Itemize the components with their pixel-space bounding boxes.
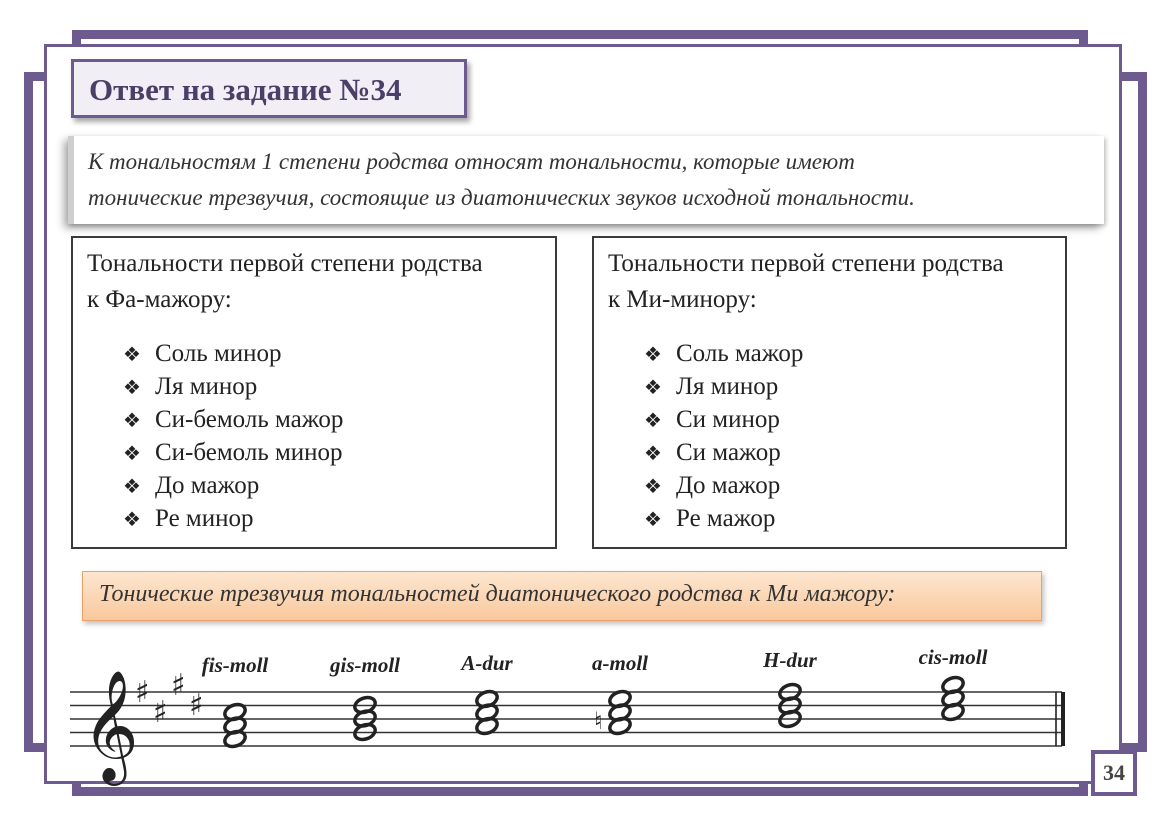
- sharp-icon: ♯: [153, 695, 168, 730]
- diamond-bullet-icon: ❖: [644, 344, 662, 366]
- diamond-bullet-icon: ❖: [123, 509, 141, 531]
- chord-label: cis-moll: [918, 645, 988, 669]
- diamond-bullet-icon: ❖: [644, 410, 662, 432]
- list-item: ❖ До мажор: [644, 470, 1051, 503]
- key-list: [123, 338, 541, 536]
- sharp-icon: ♯: [171, 668, 186, 703]
- chord-label: fis-moll: [201, 653, 269, 677]
- diamond-bullet-icon: ❖: [123, 476, 141, 498]
- chords-banner: [82, 571, 1042, 621]
- box-heading-line-1: Тональности первой степени родства: [608, 250, 1004, 277]
- diamond-bullet-icon: ❖: [123, 344, 141, 366]
- banner-text: Тонические трезвучия тональностей диатонического родства к Ми мажору:: [99, 581, 896, 607]
- diamond-bullet-icon: ❖: [644, 377, 662, 399]
- list-item: ❖ Соль минор: [123, 338, 541, 371]
- chord-label: H-dur: [763, 648, 817, 672]
- page-title: Ответ на задание №34: [71, 59, 467, 118]
- list-item: ❖ Ре мажор: [644, 503, 1051, 536]
- diamond-bullet-icon: ❖: [123, 377, 141, 399]
- box-heading-line-2: к Фа-мажору:: [87, 286, 232, 313]
- diamond-bullet-icon: ❖: [123, 443, 141, 465]
- definition-line-2: тонические трезвучия, состоящие из диатонических звуков исходной тональности.: [88, 185, 915, 210]
- box-heading-line-2: к Ми-минору:: [608, 286, 757, 313]
- e-minor-relatives-box: [592, 236, 1067, 549]
- page-number: 34: [1091, 750, 1137, 796]
- natural-icon: ♮: [594, 707, 603, 735]
- chord-label: a-moll: [592, 651, 648, 675]
- diamond-bullet-icon: ❖: [123, 410, 141, 432]
- list-item: ❖ Ре минор: [123, 503, 541, 536]
- list-item: ❖ Си минор: [644, 404, 1051, 437]
- sharp-icon: ♯: [189, 688, 204, 723]
- f-major-relatives-box: [71, 236, 557, 549]
- chord-label: gis-moll: [329, 653, 401, 677]
- diamond-bullet-icon: ❖: [644, 476, 662, 498]
- diamond-bullet-icon: ❖: [644, 443, 662, 465]
- list-item: ❖ Ля минор: [123, 371, 541, 404]
- chord-label: A-dur: [461, 651, 513, 675]
- diamond-bullet-icon: ❖: [644, 509, 662, 531]
- key-list: [644, 338, 1051, 536]
- list-item: ❖ Соль мажор: [644, 338, 1051, 371]
- definition-line-1: К тональностям 1 степени родства относят тональности, которые имеют: [88, 149, 855, 174]
- list-item: ❖ Си-бемоль мажор: [123, 404, 541, 437]
- list-item: ❖ Си-бемоль минор: [123, 437, 541, 470]
- definition-box: [68, 136, 1104, 224]
- list-item: ❖ Си мажор: [644, 437, 1051, 470]
- list-item: ❖ Ля минор: [644, 371, 1051, 404]
- box-heading-line-1: Тональности первой степени родства: [87, 250, 483, 277]
- sharp-icon: ♯: [135, 675, 150, 710]
- list-item: ❖ До мажор: [123, 470, 541, 503]
- treble-clef-glyph: 𝄞: [82, 669, 139, 781]
